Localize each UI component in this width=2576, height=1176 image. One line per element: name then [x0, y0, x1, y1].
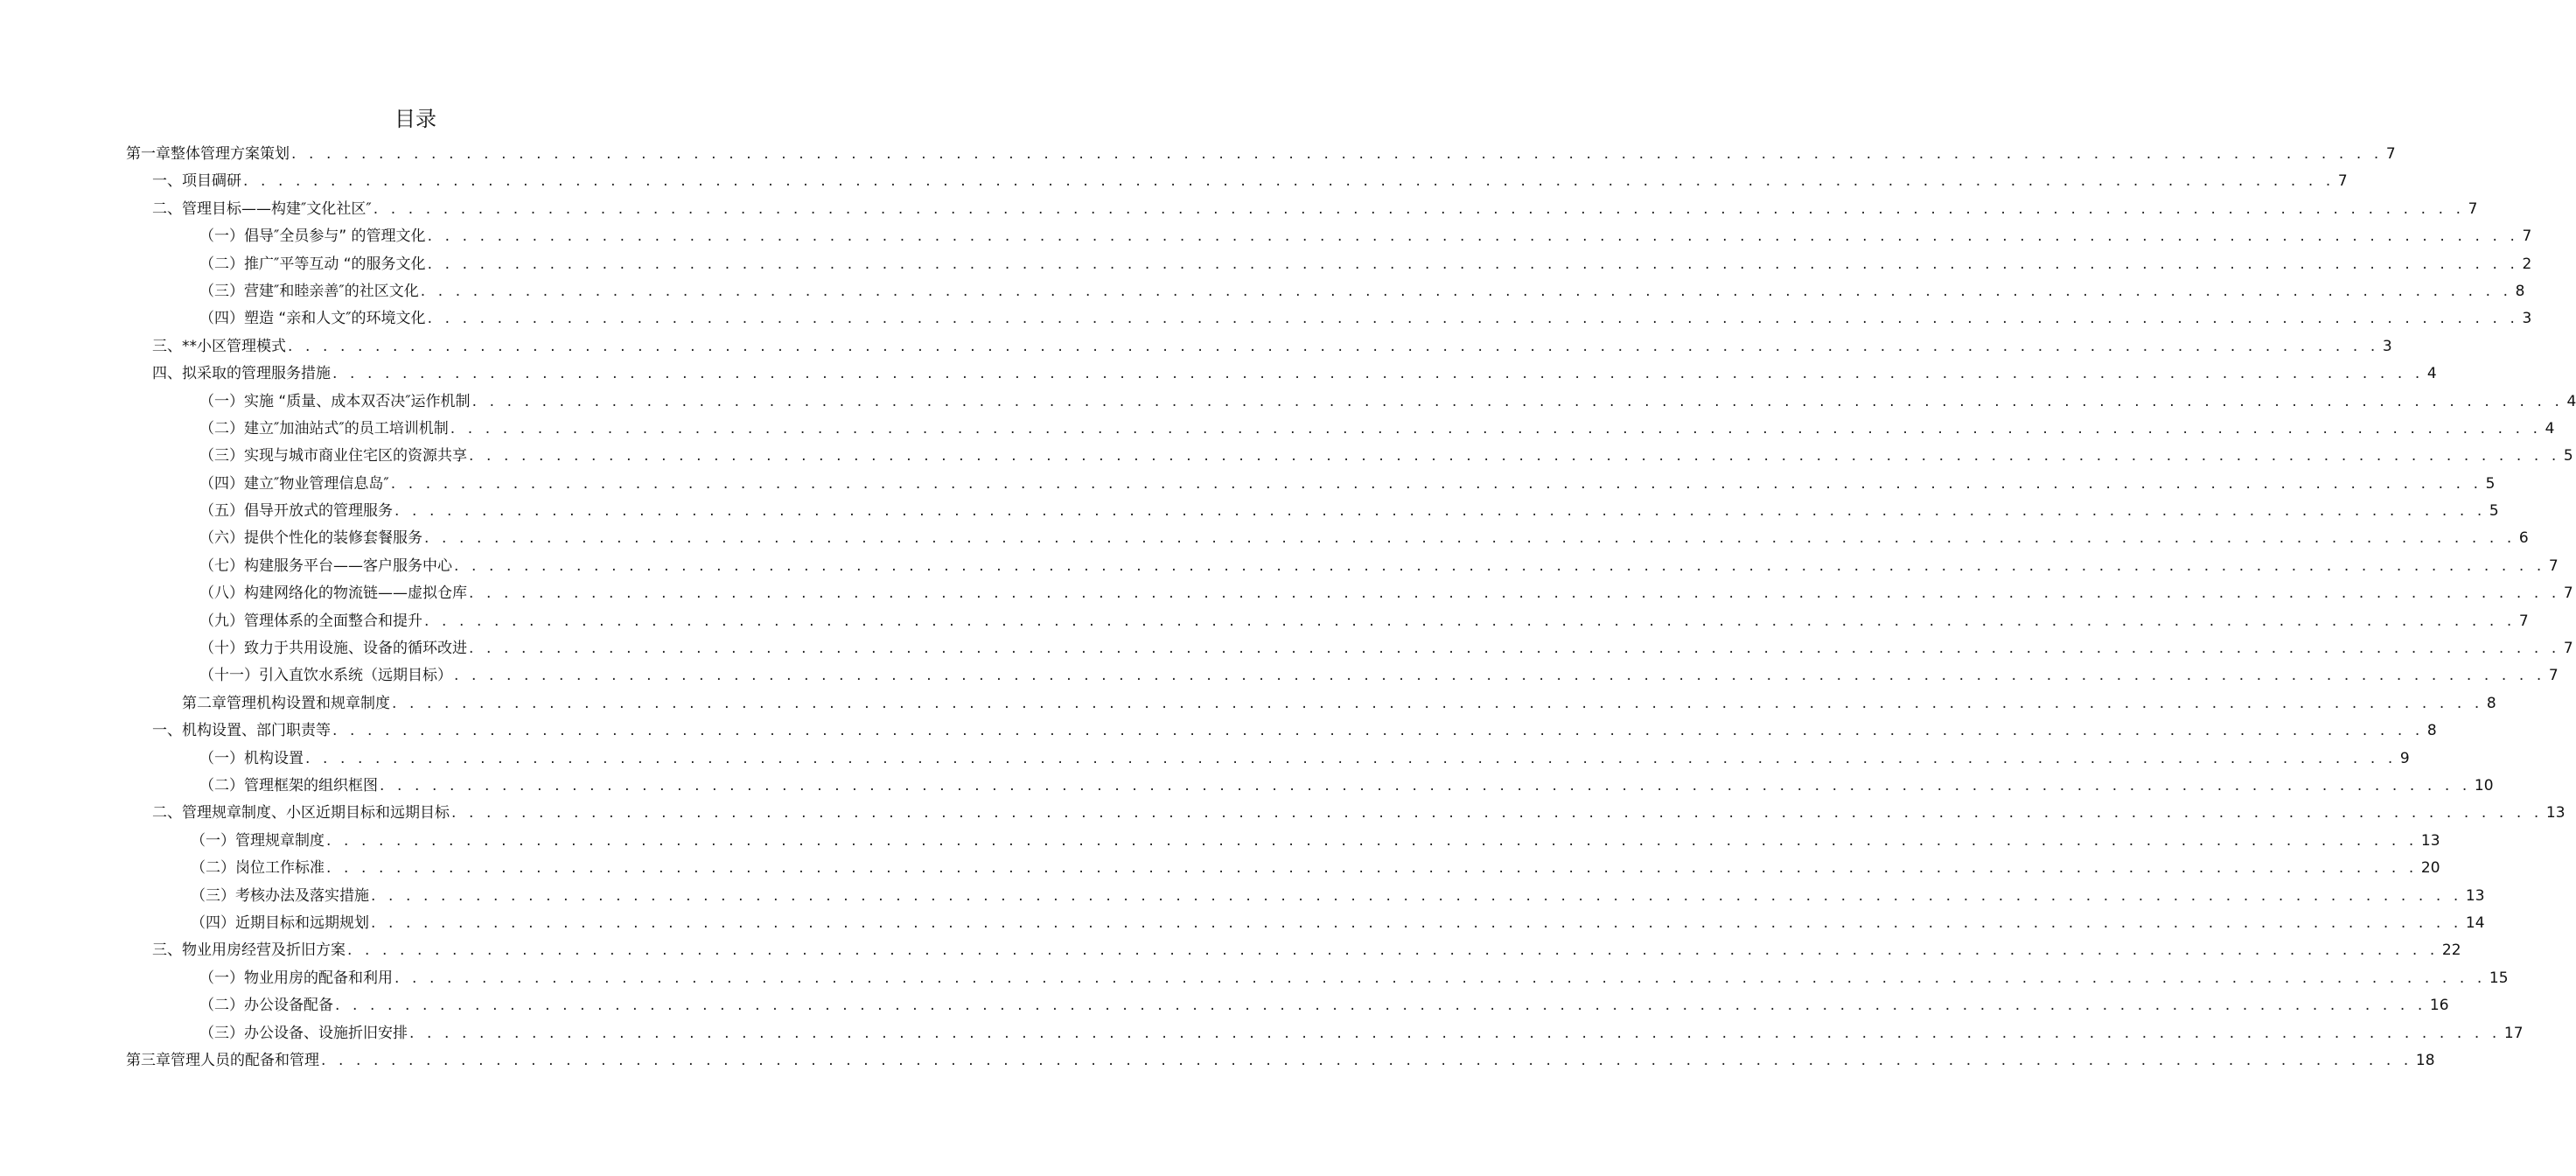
- toc-entry-page-number: 4: [2566, 392, 2576, 410]
- toc-entry-page-number: 5: [2489, 502, 2499, 521]
- toc-leader-dots: . . . . . . . . . . . . . . . . . . . . . . . . . . . . . . . . . . . . . . . . . . . . . . . . . . . . . . . . . . . . . . . . . . . . . . . . . . . . . . . . . . . . . . . . . . . . . . . . . . . . . . . . . . . . . . . . . . . . . . . .: [469, 584, 2560, 603]
- toc-entry-label: （二）建立″加油站式″的员工培训机制: [199, 419, 449, 438]
- toc-entry[interactable]: [0, 223, 2532, 250]
- toc-entry-label: （十一）引入直饮水系统（远期目标）: [199, 667, 452, 685]
- toc-entry-label: （四）塑造 “亲和人文″的环境文化: [199, 310, 426, 328]
- toc-entry-label: （五）倡导开放式的管理服务: [199, 502, 393, 521]
- toc-leader-dots: . . . . . . . . . . . . . . . . . . . . . . . . . . . . . . . . . . . . . . . . . . . . . . . . . . . . . . . . . . . . . . . . . . . . . . . . . . . . . . . . . . . . . . . . . . . . . . . . . . . . . . . . . . . . . . . . . . . . . . . .: [420, 282, 2512, 300]
- toc-leader-dots: . . . . . . . . . . . . . . . . . . . . . . . . . . . . . . . . . . . . . . . . . . . . . . . . . . . . . . . . . . . . . . . . . . . . . . . . . . . . . . . . . . . . . . . . . . . . . . . . . . . . . . . . . . . . . . . . . . . . . . . .: [321, 1051, 2412, 1069]
- toc-entry-page-number: 7: [2548, 667, 2559, 685]
- toc-entry-page-number: 10: [2474, 776, 2494, 794]
- toc-entry-label: （一）物业用房的配备和利用: [199, 969, 393, 987]
- toc-entry-label: （二）岗位工作标准: [191, 859, 325, 878]
- toc-entry-label: 二、管理规章制度、小区近期目标和远期目标: [152, 804, 450, 822]
- toc-entry-label: （一）机构设置: [199, 749, 304, 767]
- toc-leader-dots: . . . . . . . . . . . . . . . . . . . . . . . . . . . . . . . . . . . . . . . . . . . . . . . . . . . . . . . . . . . . . . . . . . . . . . . . . . . . . . . . . . . . . . . . . . . . . . . . . . . . . . . . . . . . . . . . . . . . . . . .: [392, 694, 2483, 712]
- table-of-contents: [0, 141, 2576, 1074]
- toc-entry-page-number: 18: [2415, 1051, 2435, 1069]
- toc-entry-label: （九）管理体系的全面整合和提升: [199, 612, 422, 630]
- toc-entry-label: （六）提供个性化的装修套餐服务: [199, 529, 422, 548]
- toc-entry-label: （四）近期目标和远期规划: [191, 914, 369, 932]
- toc-entry-label: 第二章管理机构设置和规章制度: [182, 694, 390, 712]
- toc-leader-dots: . . . . . . . . . . . . . . . . . . . . . . . . . . . . . . . . . . . . . . . . . . . . . . . . . . . . . . . . . . . . . . . . . . . . . . . . . . . . . . . . . . . . . . . . . . . . . . . . . . . . . . . . . . . . . . . . . . . . . . . .: [371, 914, 2462, 932]
- toc-entry-page-number: 8: [2486, 694, 2496, 712]
- toc-leader-dots: . . . . . . . . . . . . . . . . . . . . . . . . . . . . . . . . . . . . . . . . . . . . . . . . . . . . . . . . . . . . . . . . . . . . . . . . . . . . . . . . . . . . . . . . . . . . . . . . . . . . . . . . . . . . . . . . . . . . . . . .: [409, 1024, 2501, 1042]
- toc-entry[interactable]: [0, 1020, 2524, 1047]
- toc-entry-page-number: 22: [2441, 942, 2461, 960]
- toc-entry-page-number: 3: [2522, 310, 2532, 328]
- toc-leader-dots: . . . . . . . . . . . . . . . . . . . . . . . . . . . . . . . . . . . . . . . . . . . . . . . . . . . . . . . . . . . . . . . . . . . . . . . . . . . . . . . . . . . . . . . . . . . . . . . . . . . . . . . . . . . . . . . . . . . . . . . .: [471, 392, 2564, 410]
- toc-entry-page-number: 7: [2563, 640, 2573, 658]
- toc-entry-label: 一、项目碉研: [152, 172, 241, 191]
- toc-leader-dots: . . . . . . . . . . . . . . . . . . . . . . . . . . . . . . . . . . . . . . . . . . . . . . . . . . . . . . . . . . . . . . . . . . . . . . . . . . . . . . . . . . . . . . . . . . . . . . . . . . . . . . . . . . . . . . . . . . . . . . . .: [291, 145, 2383, 163]
- toc-entry[interactable]: [0, 883, 2485, 910]
- toc-leader-dots: . . . . . . . . . . . . . . . . . . . . . . . . . . . . . . . . . . . . . . . . . . . . . . . . . . . . . . . . . . . . . . . . . . . . . . . . . . . . . . . . . . . . . . . . . . . . . . . . . . . . . . . . . . . . . . . . . . . . . . . .: [326, 859, 2418, 878]
- toc-entry-page-number: 5: [2563, 447, 2573, 466]
- toc-entry[interactable]: [0, 251, 2532, 278]
- toc-entry[interactable]: [0, 718, 2437, 745]
- toc-entry-label: （一）实施 “质量、成本双否决″运作机制: [199, 392, 471, 410]
- toc-entry-label: 三、**小区管理模式: [152, 337, 286, 355]
- toc-entry[interactable]: [0, 1047, 2435, 1074]
- toc-entry[interactable]: [0, 635, 2573, 662]
- toc-entry[interactable]: [0, 360, 2437, 388]
- toc-entry[interactable]: [0, 278, 2525, 305]
- toc-entry[interactable]: [0, 992, 2449, 1019]
- toc-leader-dots: . . . . . . . . . . . . . . . . . . . . . . . . . . . . . . . . . . . . . . . . . . . . . . . . . . . . . . . . . . . . . . . . . . . . . . . . . . . . . . . . . . . . . . . . . . . . . . . . . . . . . . . . . . . . . . . . . . . . . . . .: [427, 255, 2519, 273]
- toc-entry-page-number: 4: [2426, 365, 2437, 383]
- toc-entry[interactable]: [0, 196, 2478, 223]
- toc-entry-label: （二）管理框架的组织框图: [199, 776, 378, 794]
- toc-leader-dots: . . . . . . . . . . . . . . . . . . . . . . . . . . . . . . . . . . . . . . . . . . . . . . . . . . . . . . . . . . . . . . . . . . . . . . . . . . . . . . . . . . . . . . . . . . . . . . . . . . . . . . . . . . . . . . . . . . . . . . . .: [427, 310, 2519, 328]
- toc-entry-label: 一、机构设置、部门职责等: [152, 722, 331, 740]
- toc-entry-page-number: 15: [2489, 969, 2509, 987]
- toc-entry[interactable]: [0, 746, 2410, 773]
- toc-entry-page-number: 2: [2522, 255, 2532, 273]
- toc-leader-dots: . . . . . . . . . . . . . . . . . . . . . . . . . . . . . . . . . . . . . . . . . . . . . . . . . . . . . . . . . . . . . . . . . . . . . . . . . . . . . . . . . . . . . . . . . . . . . . . . . . . . . . . . . . . . . . . . . . . . . . . .: [380, 776, 2471, 794]
- toc-entry[interactable]: [0, 608, 2529, 635]
- toc-entry-label: （十）致力于共用设施、设备的循环改进: [199, 640, 467, 658]
- toc-leader-dots: . . . . . . . . . . . . . . . . . . . . . . . . . . . . . . . . . . . . . . . . . . . . . . . . . . . . . . . . . . . . . . . . . . . . . . . . . . . . . . . . . . . . . . . . . . . . . . . . . . . . . . . . . . . . . . . . . . . . . . . .: [394, 969, 2486, 987]
- toc-entry[interactable]: [0, 525, 2529, 552]
- toc-entry[interactable]: [0, 965, 2509, 992]
- toc-entry-page-number: 7: [2563, 584, 2573, 603]
- toc-entry[interactable]: [0, 333, 2392, 360]
- toc-entry-label: （七）构建服务平台——客户服务中心: [199, 556, 452, 575]
- toc-entry-page-number: 7: [2518, 612, 2529, 630]
- toc-entry[interactable]: [0, 580, 2573, 607]
- toc-entry-page-number: 9: [2399, 749, 2410, 767]
- toc-leader-dots: . . . . . . . . . . . . . . . . . . . . . . . . . . . . . . . . . . . . . . . . . . . . . . . . . . . . . . . . . . . . . . . . . . . . . . . . . . . . . . . . . . . . . . . . . . . . . . . . . . . . . . . . . . . . . . . . . . . . . . . .: [451, 804, 2543, 822]
- toc-leader-dots: . . . . . . . . . . . . . . . . . . . . . . . . . . . . . . . . . . . . . . . . . . . . . . . . . . . . . . . . . . . . . . . . . . . . . . . . . . . . . . . . . . . . . . . . . . . . . . . . . . . . . . . . . . . . . . . . . . . . . . . .: [243, 172, 2335, 191]
- toc-entry-label: 四、拟采取的管理服务措施: [152, 365, 331, 383]
- toc-entry[interactable]: [0, 773, 2494, 800]
- toc-entry-page-number: 4: [2545, 419, 2555, 438]
- toc-leader-dots: . . . . . . . . . . . . . . . . . . . . . . . . . . . . . . . . . . . . . . . . . . . . . . . . . . . . . . . . . . . . . . . . . . . . . . . . . . . . . . . . . . . . . . . . . . . . . . . . . . . . . . . . . . . . . . . . . . . . . . . .: [424, 529, 2516, 548]
- toc-entry-label: （三）营建″和睦亲善″的社区文化: [199, 282, 419, 300]
- toc-entry-label: 三、物业用房经营及折旧方案: [152, 942, 346, 960]
- toc-leader-dots: . . . . . . . . . . . . . . . . . . . . . . . . . . . . . . . . . . . . . . . . . . . . . . . . . . . . . . . . . . . . . . . . . . . . . . . . . . . . . . . . . . . . . . . . . . . . . . . . . . . . . . . . . . . . . . . . . . . . . . . .: [390, 474, 2482, 493]
- toc-entry-page-number: 3: [2382, 337, 2392, 355]
- toc-entry-label: （四）建立″物业管理信息岛″: [199, 474, 389, 493]
- toc-entry-page-number: 7: [2468, 200, 2478, 218]
- toc-entry[interactable]: [0, 800, 2566, 827]
- toc-leader-dots: . . . . . . . . . . . . . . . . . . . . . . . . . . . . . . . . . . . . . . . . . . . . . . . . . . . . . . . . . . . . . . . . . . . . . . . . . . . . . . . . . . . . . . . . . . . . . . . . . . . . . . . . . . . . . . . . . . . . . . . .: [305, 749, 2397, 767]
- toc-title: 目录: [394, 107, 436, 131]
- toc-entry-label: （一）管理规章制度: [191, 831, 325, 850]
- toc-entry-page-number: 6: [2518, 529, 2529, 548]
- toc-entry-label: 第一章整体管理方案策划: [126, 145, 290, 163]
- toc-entry-page-number: 13: [2420, 831, 2440, 850]
- toc-leader-dots: . . . . . . . . . . . . . . . . . . . . . . . . . . . . . . . . . . . . . . . . . . . . . . . . . . . . . . . . . . . . . . . . . . . . . . . . . . . . . . . . . . . . . . . . . . . . . . . . . . . . . . . . . . . . . . . . . . . . . . . .: [469, 447, 2560, 466]
- toc-leader-dots: . . . . . . . . . . . . . . . . . . . . . . . . . . . . . . . . . . . . . . . . . . . . . . . . . . . . . . . . . . . . . . . . . . . . . . . . . . . . . . . . . . . . . . . . . . . . . . . . . . . . . . . . . . . . . . . . . . . . . . . .: [424, 612, 2516, 630]
- toc-entry-page-number: 20: [2420, 859, 2440, 878]
- toc-leader-dots: . . . . . . . . . . . . . . . . . . . . . . . . . . . . . . . . . . . . . . . . . . . . . . . . . . . . . . . . . . . . . . . . . . . . . . . . . . . . . . . . . . . . . . . . . . . . . . . . . . . . . . . . . . . . . . . . . . . . . . . .: [332, 722, 2424, 740]
- toc-leader-dots: . . . . . . . . . . . . . . . . . . . . . . . . . . . . . . . . . . . . . . . . . . . . . . . . . . . . . . . . . . . . . . . . . . . . . . . . . . . . . . . . . . . . . . . . . . . . . . . . . . . . . . . . . . . . . . . . . . . . . . . .: [454, 556, 2545, 575]
- toc-leader-dots: . . . . . . . . . . . . . . . . . . . . . . . . . . . . . . . . . . . . . . . . . . . . . . . . . . . . . . . . . . . . . . . . . . . . . . . . . . . . . . . . . . . . . . . . . . . . . . . . . . . . . . . . . . . . . . . . . . . . . . . .: [326, 831, 2418, 850]
- toc-entry-label: （二）推广″平等互动 “的服务文化: [199, 255, 426, 273]
- toc-entry[interactable]: [0, 662, 2559, 690]
- toc-entry-label: （八）构建网络化的物流链——虚拟仓库: [199, 584, 467, 603]
- toc-entry-label: （三）办公设备、设施折旧安排: [199, 1024, 408, 1042]
- toc-entry[interactable]: [0, 416, 2555, 443]
- toc-leader-dots: . . . . . . . . . . . . . . . . . . . . . . . . . . . . . . . . . . . . . . . . . . . . . . . . . . . . . . . . . . . . . . . . . . . . . . . . . . . . . . . . . . . . . . . . . . . . . . . . . . . . . . . . . . . . . . . . . . . . . . . .: [371, 886, 2462, 905]
- toc-entry-label: 二、管理目标——构建″文化社区″: [152, 200, 372, 218]
- toc-entry-page-number: 7: [2522, 228, 2532, 246]
- toc-leader-dots: . . . . . . . . . . . . . . . . . . . . . . . . . . . . . . . . . . . . . . . . . . . . . . . . . . . . . . . . . . . . . . . . . . . . . . . . . . . . . . . . . . . . . . . . . . . . . . . . . . . . . . . . . . . . . . . . . . . . . . . .: [394, 502, 2486, 521]
- toc-entry-page-number: 8: [2426, 722, 2437, 740]
- toc-entry[interactable]: [0, 305, 2532, 332]
- toc-entry-page-number: 7: [2548, 556, 2559, 575]
- toc-leader-dots: . . . . . . . . . . . . . . . . . . . . . . . . . . . . . . . . . . . . . . . . . . . . . . . . . . . . . . . . . . . . . . . . . . . . . . . . . . . . . . . . . . . . . . . . . . . . . . . . . . . . . . . . . . . . . . . . . . . . . . . .: [332, 365, 2424, 383]
- toc-entry-page-number: 5: [2485, 474, 2496, 493]
- toc-leader-dots: . . . . . . . . . . . . . . . . . . . . . . . . . . . . . . . . . . . . . . . . . . . . . . . . . . . . . . . . . . . . . . . . . . . . . . . . . . . . . . . . . . . . . . . . . . . . . . . . . . . . . . . . . . . . . . . . . . . . . . . .: [347, 942, 2439, 960]
- toc-entry-page-number: 13: [2465, 886, 2485, 905]
- toc-leader-dots: . . . . . . . . . . . . . . . . . . . . . . . . . . . . . . . . . . . . . . . . . . . . . . . . . . . . . . . . . . . . . . . . . . . . . . . . . . . . . . . . . . . . . . . . . . . . . . . . . . . . . . . . . . . . . . . . . . . . . . . .: [469, 640, 2560, 658]
- toc-entry[interactable]: [0, 690, 2496, 718]
- toc-leader-dots: . . . . . . . . . . . . . . . . . . . . . . . . . . . . . . . . . . . . . . . . . . . . . . . . . . . . . . . . . . . . . . . . . . . . . . . . . . . . . . . . . . . . . . . . . . . . . . . . . . . . . . . . . . . . . . . . . . . . . . . .: [454, 667, 2545, 685]
- toc-entry-page-number: 17: [2503, 1024, 2524, 1042]
- toc-entry-label: （一）倡导″全员参与” 的管理文化: [199, 228, 426, 246]
- toc-entry[interactable]: [0, 443, 2573, 470]
- toc-leader-dots: . . . . . . . . . . . . . . . . . . . . . . . . . . . . . . . . . . . . . . . . . . . . . . . . . . . . . . . . . . . . . . . . . . . . . . . . . . . . . . . . . . . . . . . . . . . . . . . . . . . . . . . . . . . . . . . . . . . . . . . .: [450, 419, 2542, 438]
- toc-entry[interactable]: [0, 553, 2559, 580]
- toc-entry[interactable]: [0, 141, 2396, 168]
- toc-leader-dots: . . . . . . . . . . . . . . . . . . . . . . . . . . . . . . . . . . . . . . . . . . . . . . . . . . . . . . . . . . . . . . . . . . . . . . . . . . . . . . . . . . . . . . . . . . . . . . . . . . . . . . . . . . . . . . . . . . . . . . . .: [288, 337, 2379, 355]
- toc-entry-page-number: 16: [2429, 997, 2449, 1015]
- toc-entry[interactable]: [0, 855, 2440, 882]
- toc-entry-page-number: 7: [2385, 145, 2396, 163]
- toc-entry[interactable]: [0, 168, 2348, 195]
- toc-entry[interactable]: [0, 498, 2499, 525]
- toc-entry[interactable]: [0, 471, 2496, 498]
- toc-leader-dots: . . . . . . . . . . . . . . . . . . . . . . . . . . . . . . . . . . . . . . . . . . . . . . . . . . . . . . . . . . . . . . . . . . . . . . . . . . . . . . . . . . . . . . . . . . . . . . . . . . . . . . . . . . . . . . . . . . . . . . . .: [335, 997, 2426, 1015]
- toc-leader-dots: . . . . . . . . . . . . . . . . . . . . . . . . . . . . . . . . . . . . . . . . . . . . . . . . . . . . . . . . . . . . . . . . . . . . . . . . . . . . . . . . . . . . . . . . . . . . . . . . . . . . . . . . . . . . . . . . . . . . . . . .: [427, 228, 2519, 246]
- toc-entry-label: （三）考核办法及落实措施: [191, 886, 369, 905]
- toc-entry-label: （二）办公设备配备: [199, 997, 333, 1015]
- toc-entry-label: 第三章管理人员的配备和管理: [126, 1051, 319, 1069]
- toc-entry-page-number: 7: [2337, 172, 2348, 191]
- toc-entry-page-number: 8: [2515, 282, 2525, 300]
- toc-entry-page-number: 14: [2465, 914, 2485, 932]
- toc-entry-label: （三）实现与城市商业住宅区的资源共享: [199, 447, 467, 466]
- toc-entry[interactable]: [0, 910, 2485, 937]
- toc-entry[interactable]: [0, 828, 2440, 855]
- toc-entry-page-number: 13: [2545, 804, 2566, 822]
- toc-entry[interactable]: [0, 937, 2461, 964]
- toc-entry[interactable]: [0, 388, 2576, 416]
- toc-leader-dots: . . . . . . . . . . . . . . . . . . . . . . . . . . . . . . . . . . . . . . . . . . . . . . . . . . . . . . . . . . . . . . . . . . . . . . . . . . . . . . . . . . . . . . . . . . . . . . . . . . . . . . . . . . . . . . . . . . . . . . . .: [373, 200, 2465, 218]
